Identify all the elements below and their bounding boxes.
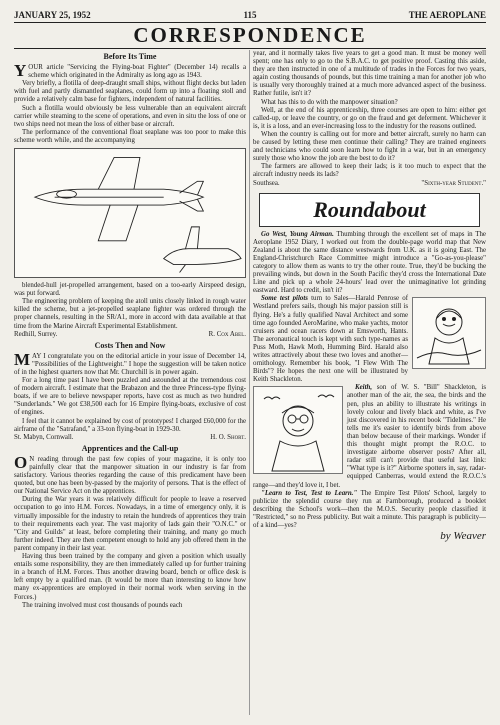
paragraph: Having thus been trained by the company and given a position which usually entails some responsibility, they are then immediately called up for further training in a branch of H.M. Forces. Thus another drawing board, bench or office desk is left empty by a qualified man. (It would be more than interesting to know how many ex-apprentices are employed in their normal work when serving in the Forces.) — [14, 553, 246, 601]
author-signature: by Weaver — [440, 530, 486, 543]
drop-cap-m: M — [14, 349, 31, 369]
masthead-title: CORRESPONDENCE — [14, 22, 486, 49]
paragraph: The farmers are allowed to keep their lads; is it too much to expect that the aircraft industry needs its lads? — [253, 163, 486, 179]
paragraph: The engineering problem of keeping the atoll units closely linked in rough water killed the scheme, but a jet-propelled seaplane fighter was ordered through the proper channels, resulting in the SR/A1, more in accord with data available at that time from the Marine Aircraft Experimental Establishment. — [14, 298, 246, 330]
paragraph: Such a flotilla would obviously be less vulnerable than an equivalent aircraft carrier while steaming to the scene of operations, and even in situ the loss of one or two ships need not mean the loss of either base or aircraft. — [14, 104, 246, 128]
paragraph: Thumbing through the excellent set of maps in The Aeroplane 1952 Diary, I worked out from the double-page world map that New Zealand is about the same distance westwards from U.K. as it is going East. The England-Christchurch Race Committee might introduce a "Go-as-you-please" category to allow them as wants to try the other route. True, they'd be bucking the prevailing winds, but down in the South Pacific they'd cross the International Date Line and pick up a whole 24-hours' lead over the unimaginative lot grinding eastward. Hard to credit, isn't it? — [253, 230, 486, 295]
paragraph: When the country is calling out for more and better aircraft, surely no harm can be caused by letting these men continue their calling? They are trained engineers and technicians who could soon learn how to fight in a war, but in an emergency surely those who know the job are the best to do it? — [253, 130, 486, 163]
left-column — [14, 50, 246, 717]
lead-in: "Learn to Test, Test to Learn." — [261, 489, 358, 497]
column-divider — [249, 50, 250, 715]
article-title-costs: Costs Then and Now — [94, 340, 166, 350]
paragraph: Very briefly, a flotilla of deep-draught small ships, without flight decks but laden with fuel and partly dismantled seaplanes, could form up into a floating stoll and provide a relatively calm base for fighters, independent of natural facilities. — [14, 80, 246, 104]
paragraph: I feel that it cannot be explained by cost of prototypes! I charged £60,000 for the airframe of the "Satrafand," a 33-ton flying-boat in 1929-30. — [14, 417, 246, 433]
paragraph: son of W. S. "Bill" Shackleton, is another man of the air, the sea, the birds and the pen, plus an ability to illustrate his writings in lovely colour and lively black and white, as I've just discovered in his recent book "Tidelines." He tells me it's easier to identify birds from above than below because of their markings. Wonder if this thought might prompt the R.O.C. to investigate airborne observer posts? After all, radar still can't provide that useful last link: "What type is it?" Airborne spotters in, say, radar-equipped Canberras, would extend the R.O.C.'s range—and they'd love it, I bet. — [253, 384, 486, 489]
lead-in: Some test pilots — [261, 295, 308, 303]
paragraph: blended-hull jet-propelled arrangement, based on a too-early Airspeed design, was put forward. — [14, 282, 246, 298]
drop-cap-o: O — [14, 452, 28, 472]
paragraph: The performance of the conventional float seaplane was too poor to make this scheme worth while, and the accompanying — [14, 128, 246, 144]
paragraph: The training involved must cost thousands of pounds each — [22, 601, 183, 609]
paragraph: AY I congratulate you on the editorial article in your issue of December 14, "Possibilities of the Lightweight." I hope the suggestion will be taken notice of in the highest quarters now that Mr. Churchill is in power again. — [14, 352, 246, 376]
header-date: JANUARY 25, 1952 — [14, 10, 91, 20]
journal-name: THE AEROPLANE — [408, 10, 486, 20]
seaplane-drawing-svg — [15, 149, 245, 277]
article-title-apprentices: Apprentices and the Call-up — [81, 443, 179, 453]
cartoon-pilot-sketch — [412, 297, 486, 369]
cartoon-birdwatcher-sketch — [253, 386, 343, 474]
paragraph: OUR article "Servicing the Flying-boat Fighter" (December 14) recalls a scheme which originated in the Admiralty as long ago as 1943. — [28, 64, 246, 80]
signature-name: H. O. Short. — [210, 433, 246, 441]
lead-in: Keith, — [355, 384, 373, 392]
paragraph: Well, at the end of his apprenticeship, three courses are open to him: either get called-up, or leave the country, or go on the fraud and get deferment. Whichever it is, it is a loss, and an ever-increasing loss to the industry for the reasons outlined. — [253, 106, 486, 130]
signature-name: "Sixth-year Student." — [421, 179, 486, 187]
paragraph: During the War years it was relatively difficult for people to leave a reserved occupation to go into H.M. Forces. Nowadays, in a time of emergency only, it is virtually impossible for the industry to retain the hundreds of apprentices they train to their requirements each year. The vast majority of lads gain their "O.N.C." or "City and Guilds" at least, before completing their training, and many go much further indeed. They are then competent enough to hold any job offered them in the parent company in their last year. — [14, 496, 246, 552]
article-title-before-its-time: Before Its Time — [103, 52, 157, 61]
page-number: 115 — [243, 10, 257, 20]
signature — [253, 180, 486, 188]
right-column — [253, 50, 486, 717]
signature-place: St. Mabyn, Cornwall. — [14, 433, 74, 441]
paragraph: For a long time past I have been puzzled and astounded at the tremendous cost of modern aircraft. I estimate that the Brabazon and the three Princess-type flying-boats, if we are to believe newspaper reports, have cost as much as two hundred "Sunderlands." We got £38,500 each for 16 Empire flying-boats, exclusive of cost of engines. — [14, 377, 246, 417]
drop-cap-y: Y — [14, 61, 27, 81]
seaplane-fighter-drawing — [14, 148, 246, 278]
signature-place: Southsea. — [253, 179, 280, 187]
roundabout-banner: Roundabout — [259, 193, 480, 227]
signature-name: R. Cox Abel. — [208, 330, 246, 338]
paragraph: year, and it normally takes five years to get a good man. It must be money well spent; one has only to go to the S.B.A.C. to get positive proof. Casting this aside, they are then instructed in one of a multitude of trades in the Forces for two years, again costing thousands of pounds, but this time training a man for another job who is usually very thoroughly trained at a much more advanced aspect of the business. Rather futile, isn't it? — [253, 50, 486, 98]
signature — [14, 331, 246, 339]
paragraph: N reading through the past few copies of your magazine, it is only too painfully clear that the manpower situation in our industry is far from satisfactory. Various theories regarding the cause of this predicament have been quoted, but one has been by-passed by the majority of persons. That is the effect of our National Service Act on the apprentices. — [14, 455, 246, 496]
signature-place: Redhill, Surrey. — [14, 330, 58, 338]
signature — [14, 434, 246, 442]
paragraph: What has this to do with the manpower situation? — [261, 98, 398, 106]
paragraph: turn to Sales—Harald Penrose of Westland prefers sails, though his major passion still is flying. He's a fully qualified Naval Architect and some time ago founded AeroMarine, who make yachts, motor cruisers and ocean racers down at Emsworth, Hants. The aeronautical touch is kept with such type-names as Puss Moth, Hawk Moth, Humming Bird. Harald also writes attractively about these two loves and another—ornithology. Remember his book, "I Flew With The Birds"? He hopes the next one will be illustrated by Keith Shackleton. — [253, 295, 409, 384]
paragraph: The Empire Test Pilots' School, largely to publicize the splendid course they run at Farnborough, produced a booklet describing the School's work—then the M.O.S. Security people classified it "Restricted," so no Press publicity. But wait a minute. This paragraph is publicity—of a kind—yes? — [253, 489, 486, 529]
page-header — [14, 10, 486, 22]
lead-in: Go West, Young Airman. — [261, 230, 334, 238]
